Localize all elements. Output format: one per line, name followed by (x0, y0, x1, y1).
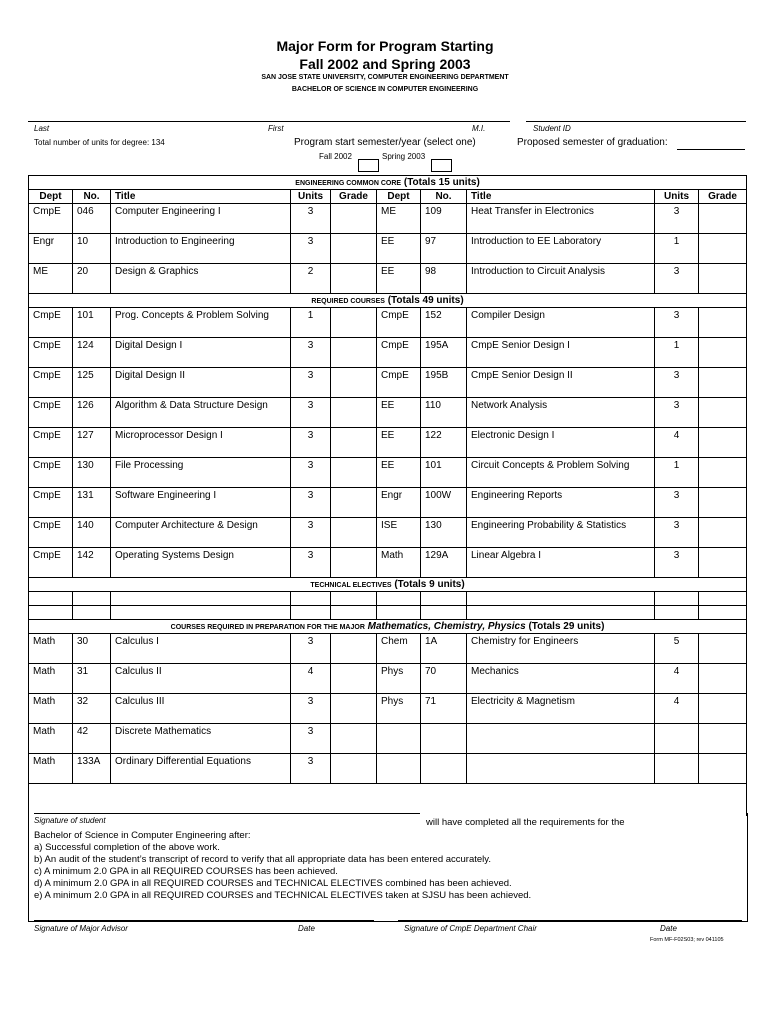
course-dept: CmpE (377, 308, 421, 338)
statement-d: d) A minimum 2.0 GPA in all REQUIRED COURSES and TECHNICAL ELECTIVES combined has been achieved. (34, 878, 512, 889)
course-number (421, 724, 467, 754)
table-row (29, 264, 747, 294)
student-id-label: Student ID (533, 124, 571, 133)
course-units: 2 (291, 264, 331, 294)
grade-cell[interactable] (331, 398, 377, 428)
course-dept: CmpE (29, 458, 73, 488)
course-number: 98 (421, 264, 467, 294)
table-row (29, 694, 747, 724)
section-common-core-total: (Totals 15 units) (403, 177, 480, 188)
course-number: 1A (421, 634, 467, 664)
elective-row (29, 606, 747, 620)
course-number: 125 (73, 368, 111, 398)
course-number: 130 (421, 518, 467, 548)
column-header-title: Title (111, 190, 291, 204)
course-dept: CmpE (29, 368, 73, 398)
advisor-date-label: Date (298, 924, 315, 933)
elective-cell[interactable] (111, 592, 291, 606)
course-number: 70 (421, 664, 467, 694)
course-units: 1 (655, 338, 699, 368)
elective-cell[interactable] (29, 606, 73, 620)
course-dept: ME (29, 264, 73, 294)
course-number: 20 (73, 264, 111, 294)
course-dept: CmpE (29, 338, 73, 368)
advisor-signature-label: Signature of Major Advisor (34, 924, 128, 933)
column-header-no: No. (421, 190, 467, 204)
course-dept: CmpE (377, 338, 421, 368)
course-number: 127 (73, 428, 111, 458)
course-dept: Math (29, 724, 73, 754)
course-units: 4 (655, 664, 699, 694)
course-number: 100W (421, 488, 467, 518)
grade-cell[interactable] (699, 368, 747, 398)
course-title: Introduction to Engineering (111, 234, 291, 264)
statement-a: a) Successful completion of the above work. (34, 842, 220, 853)
spacer-row (29, 784, 747, 817)
course-number: 140 (73, 518, 111, 548)
spring-2003-label: Spring 2003 (382, 152, 426, 161)
course-number: 101 (421, 458, 467, 488)
course-dept: CmpE (29, 398, 73, 428)
section-preparation-courses-label (29, 620, 747, 634)
course-number: 30 (73, 634, 111, 664)
course-title: Digital Design II (111, 368, 291, 398)
grade-cell[interactable] (331, 694, 377, 724)
course-number (421, 754, 467, 784)
column-header-dept: Dept (29, 190, 73, 204)
course-title: CmpE Senior Design I (467, 338, 655, 368)
course-dept: CmpE (29, 548, 73, 578)
section-required-courses-label (29, 294, 747, 308)
course-units: 4 (291, 664, 331, 694)
elective-cell[interactable] (467, 606, 655, 620)
elective-cell[interactable] (699, 606, 747, 620)
course-number: 152 (421, 308, 467, 338)
elective-cell[interactable] (421, 606, 467, 620)
section-technical-electives (29, 578, 747, 592)
course-units (655, 724, 699, 754)
column-header-dept: Dept (377, 190, 421, 204)
course-units: 3 (655, 518, 699, 548)
course-units: 3 (291, 548, 331, 578)
grade-cell[interactable] (699, 664, 747, 694)
grade-cell[interactable] (699, 308, 747, 338)
course-dept: EE (377, 264, 421, 294)
grade-cell[interactable] (699, 488, 747, 518)
elective-cell[interactable] (467, 592, 655, 606)
table-row (29, 548, 747, 578)
section-required-courses-heading: REQUIRED COURSES (311, 298, 385, 305)
course-units: 3 (291, 398, 331, 428)
fall-2002-label: Fall 2002 (319, 152, 352, 161)
course-title: Mechanics (467, 664, 655, 694)
course-number: 133A (73, 754, 111, 784)
chair-date-label: Date (660, 924, 677, 933)
course-number: 129A (421, 548, 467, 578)
course-units: 3 (291, 234, 331, 264)
form-revision: Form MF-F02S03; rev 041105 (650, 937, 724, 943)
student-signature-label: Signature of student (34, 816, 106, 825)
course-dept: CmpE (29, 488, 73, 518)
course-title: Calculus I (111, 634, 291, 664)
form-title: Major Form for Program Starting (276, 38, 494, 54)
course-dept: ME (377, 204, 421, 234)
university-name: SAN JOSE STATE UNIVERSITY, COMPUTER ENGINEERING DEPARTMENT (261, 74, 509, 81)
grade-cell[interactable] (699, 458, 747, 488)
elective-cell[interactable] (73, 606, 111, 620)
section-technical-electives-total: (Totals 9 units) (394, 579, 465, 590)
chair-signature-label: Signature of CmpE Department Chair (404, 924, 537, 933)
spring-2003-checkbox[interactable] (431, 159, 452, 172)
course-units (655, 754, 699, 784)
total-units-label: Total number of units for degree: 134 (34, 138, 165, 147)
table-row (29, 724, 747, 754)
course-title: Microprocessor Design I (111, 428, 291, 458)
grade-cell[interactable] (699, 338, 747, 368)
grade-cell[interactable] (331, 234, 377, 264)
course-number: 101 (73, 308, 111, 338)
grade-cell[interactable] (331, 724, 377, 754)
course-title: Chemistry for Engineers (467, 634, 655, 664)
table-row (29, 458, 747, 488)
course-title: Computer Architecture & Design (111, 518, 291, 548)
course-dept: Engr (29, 234, 73, 264)
elective-cell[interactable] (655, 606, 699, 620)
course-units: 3 (291, 204, 331, 234)
course-units: 3 (291, 754, 331, 784)
course-dept: Chem (377, 634, 421, 664)
course-title (467, 754, 655, 784)
statement-intro: Bachelor of Science in Computer Engineering after: (34, 830, 251, 841)
course-dept: Math (29, 754, 73, 784)
course-title: Circuit Concepts & Problem Solving (467, 458, 655, 488)
table-row (29, 204, 747, 234)
course-units: 3 (655, 368, 699, 398)
fall-2002-checkbox[interactable] (358, 159, 379, 172)
grade-cell[interactable] (331, 204, 377, 234)
program-start-label: Program start semester/year (select one) (294, 137, 476, 148)
grade-cell[interactable] (331, 308, 377, 338)
elective-cell[interactable] (377, 606, 421, 620)
course-dept: Math (29, 694, 73, 724)
grade-cell[interactable] (699, 518, 747, 548)
grade-cell[interactable] (331, 458, 377, 488)
course-number: 142 (73, 548, 111, 578)
grade-cell[interactable] (331, 488, 377, 518)
table-row (29, 308, 747, 338)
course-title: Heat Transfer in Electronics (467, 204, 655, 234)
course-units: 1 (655, 458, 699, 488)
course-number: 130 (73, 458, 111, 488)
grade-cell[interactable] (331, 634, 377, 664)
course-title: File Processing (111, 458, 291, 488)
course-dept: CmpE (29, 518, 73, 548)
course-units: 3 (655, 488, 699, 518)
column-header-grade: Grade (331, 190, 377, 204)
course-number: 131 (73, 488, 111, 518)
grade-cell[interactable] (331, 518, 377, 548)
graduation-input-line[interactable] (677, 149, 745, 150)
course-units: 4 (655, 428, 699, 458)
course-dept (377, 754, 421, 784)
course-title: Engineering Reports (467, 488, 655, 518)
course-title: Design & Graphics (111, 264, 291, 294)
course-units: 3 (291, 338, 331, 368)
course-table (28, 175, 747, 816)
table-row (29, 338, 747, 368)
graduation-label: Proposed semester of graduation: (517, 137, 668, 148)
course-dept: Phys (377, 694, 421, 724)
course-title: Computer Engineering I (111, 204, 291, 234)
grade-cell[interactable] (699, 754, 747, 784)
elective-cell[interactable] (421, 592, 467, 606)
course-units: 3 (655, 264, 699, 294)
course-title: Linear Algebra I (467, 548, 655, 578)
course-units: 3 (291, 518, 331, 548)
elective-cell[interactable] (73, 592, 111, 606)
course-number: 122 (421, 428, 467, 458)
form-subtitle: Fall 2002 and Spring 2003 (299, 56, 471, 72)
section-preparation-courses-total: (Totals 29 units) (528, 621, 605, 632)
course-title: Compiler Design (467, 308, 655, 338)
course-title: Digital Design I (111, 338, 291, 368)
course-units: 1 (655, 234, 699, 264)
table-row (29, 634, 747, 664)
elective-cell[interactable] (655, 592, 699, 606)
course-title (467, 724, 655, 754)
course-dept: Math (29, 634, 73, 664)
student-id-line[interactable] (526, 121, 746, 122)
course-units: 1 (291, 308, 331, 338)
section-required-courses-total: (Totals 49 units) (387, 295, 464, 306)
table-row (29, 234, 747, 264)
course-title: Calculus III (111, 694, 291, 724)
section-preparation-courses (29, 620, 747, 634)
column-header-no: No. (73, 190, 111, 204)
course-dept (377, 724, 421, 754)
table-row (29, 488, 747, 518)
course-title: Engineering Probability & Statistics (467, 518, 655, 548)
grade-cell[interactable] (699, 398, 747, 428)
course-dept: Engr (377, 488, 421, 518)
grade-cell[interactable] (331, 754, 377, 784)
course-units: 3 (291, 694, 331, 724)
section-preparation-courses-heading: COURSES REQUIRED IN PREPARATION FOR THE MAJOR (170, 624, 365, 631)
course-number: 71 (421, 694, 467, 724)
course-number: 97 (421, 234, 467, 264)
course-number: 195B (421, 368, 467, 398)
statement-c: c) A minimum 2.0 GPA in all REQUIRED COURSES has been achieved. (34, 866, 338, 877)
course-dept: EE (377, 234, 421, 264)
middle-initial-label: M.I. (472, 124, 486, 133)
course-units: 3 (655, 548, 699, 578)
course-dept: EE (377, 398, 421, 428)
column-header-row (29, 190, 747, 204)
student-signature-line[interactable] (34, 813, 420, 814)
course-number: 126 (73, 398, 111, 428)
course-dept: Math (29, 664, 73, 694)
grade-cell[interactable] (699, 204, 747, 234)
section-preparation-courses-subjects: Mathematics, Chemistry, Physics (367, 621, 526, 632)
course-units: 3 (655, 204, 699, 234)
elective-cell[interactable] (111, 606, 291, 620)
grade-cell[interactable] (331, 264, 377, 294)
course-title: Algorithm & Data Structure Design (111, 398, 291, 428)
course-units: 5 (655, 634, 699, 664)
elective-cell[interactable] (291, 606, 331, 620)
course-title: Operating Systems Design (111, 548, 291, 578)
column-header-grade: Grade (699, 190, 747, 204)
course-number: 124 (73, 338, 111, 368)
course-units: 3 (291, 634, 331, 664)
course-title: Electricity & Magnetism (467, 694, 655, 724)
course-number: 10 (73, 234, 111, 264)
elective-cell[interactable] (331, 606, 377, 620)
chair-signature-line[interactable] (398, 920, 742, 921)
course-dept: CmpE (29, 308, 73, 338)
course-title: Ordinary Differential Equations (111, 754, 291, 784)
section-common-core-label (29, 176, 747, 190)
grade-cell[interactable] (331, 368, 377, 398)
course-dept: ISE (377, 518, 421, 548)
column-header-units: Units (655, 190, 699, 204)
course-title: CmpE Senior Design II (467, 368, 655, 398)
course-title: Electronic Design I (467, 428, 655, 458)
table-row (29, 398, 747, 428)
table-row (29, 428, 747, 458)
course-number: 32 (73, 694, 111, 724)
course-units: 3 (291, 368, 331, 398)
course-title: Calculus II (111, 664, 291, 694)
grade-cell[interactable] (331, 548, 377, 578)
grade-cell[interactable] (699, 724, 747, 754)
course-units: 3 (655, 308, 699, 338)
course-units: 3 (655, 398, 699, 428)
course-number: 109 (421, 204, 467, 234)
name-line[interactable] (28, 121, 510, 122)
last-name-label: Last (34, 124, 50, 133)
elective-cell[interactable] (377, 592, 421, 606)
course-title: Discrete Mathematics (111, 724, 291, 754)
course-units: 3 (291, 724, 331, 754)
course-dept: EE (377, 428, 421, 458)
grade-cell[interactable] (699, 548, 747, 578)
course-title: Introduction to Circuit Analysis (467, 264, 655, 294)
grade-cell[interactable] (331, 338, 377, 368)
course-number: 42 (73, 724, 111, 754)
grade-cell[interactable] (699, 234, 747, 264)
column-header-units: Units (291, 190, 331, 204)
elective-cell[interactable] (291, 592, 331, 606)
table-row (29, 664, 747, 694)
course-dept: CmpE (29, 428, 73, 458)
course-number: 110 (421, 398, 467, 428)
section-required-courses (29, 294, 747, 308)
course-title: Introduction to EE Laboratory (467, 234, 655, 264)
course-title: Software Engineering I (111, 488, 291, 518)
grade-cell[interactable] (331, 428, 377, 458)
course-units: 3 (291, 488, 331, 518)
elective-cell[interactable] (699, 592, 747, 606)
grade-cell[interactable] (699, 428, 747, 458)
grade-cell[interactable] (699, 694, 747, 724)
spacer-cell (29, 784, 747, 817)
course-number: 195A (421, 338, 467, 368)
course-number: 31 (73, 664, 111, 694)
grade-cell[interactable] (699, 264, 747, 294)
course-units: 3 (291, 458, 331, 488)
column-header-title: Title (467, 190, 655, 204)
section-common-core-heading: ENGINEERING COMMON CORE (295, 180, 402, 187)
first-name-label: First (268, 124, 284, 133)
statement-e: e) A minimum 2.0 GPA in all REQUIRED COURSES and TECHNICAL ELECTIVES taken at SJSU has been achieved. (34, 890, 532, 901)
advisor-signature-line[interactable] (34, 920, 374, 921)
table-row (29, 754, 747, 784)
degree-name: BACHELOR OF SCIENCE IN COMPUTER ENGINEERING (291, 86, 479, 93)
course-dept: EE (377, 458, 421, 488)
grade-cell[interactable] (331, 664, 377, 694)
table-row (29, 518, 747, 548)
course-dept: CmpE (29, 204, 73, 234)
section-technical-electives-label (29, 578, 747, 592)
course-units: 4 (655, 694, 699, 724)
course-dept: Phys (377, 664, 421, 694)
course-number: 046 (73, 204, 111, 234)
completion-statement: will have completed all the requirements for the (426, 817, 625, 828)
grade-cell[interactable] (699, 634, 747, 664)
course-title: Prog. Concepts & Problem Solving (111, 308, 291, 338)
table-row (29, 368, 747, 398)
course-units: 3 (291, 428, 331, 458)
section-common-core (29, 176, 747, 190)
elective-cell[interactable] (29, 592, 73, 606)
statement-b: b) An audit of the student’s transcript of record to verify that all appropriate data has been entered accurately. (34, 854, 491, 865)
section-technical-electives-heading: TECHNICAL ELECTIVES (310, 582, 392, 589)
course-title: Network Analysis (467, 398, 655, 428)
elective-row (29, 592, 747, 606)
course-dept: CmpE (377, 368, 421, 398)
course-dept: Math (377, 548, 421, 578)
elective-cell[interactable] (331, 592, 377, 606)
